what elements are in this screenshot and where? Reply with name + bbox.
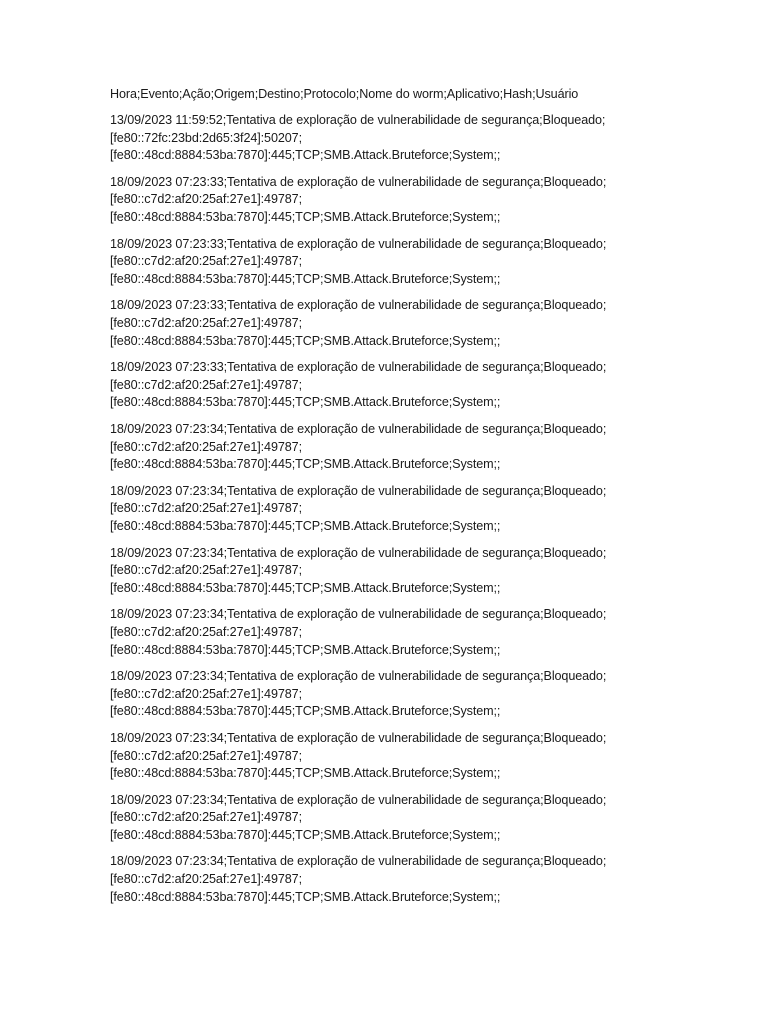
log-entry-destination-line: [fe80::48cd:8884:53ba:7870]:445;TCP;SMB.Attack.Bruteforce;System;; [110,704,501,719]
log-entry-origin-line: [fe80::72fc:23bd:2d65:3f24]:50207; [110,130,302,145]
log-entry-event-line: 18/09/2023 07:23:34;Tentativa de exploração de vulnerabilidade de segurança;Bloqueado; [110,422,607,436]
log-entry-origin-line: [fe80::c7d2:af20:25af:27e1]:49787; [110,501,302,516]
log-entry [110,174,730,227]
log-entry-origin-line: [fe80::c7d2:af20:25af:27e1]:49787; [110,377,302,392]
log-entry-event-line: 18/09/2023 07:23:34;Tentativa de exploração de vulnerabilidade de segurança;Bloqueado; [110,483,607,498]
log-entry [110,236,730,289]
log-entry-event-line: 18/09/2023 07:23:33;Tentativa de exploração de vulnerabilidade de segurança;Bloqueado; [110,236,607,251]
log-entry-origin-line: [fe80::c7d2:af20:25af:27e1]:49787; [110,192,302,207]
log-entry [110,853,730,906]
log-entry-event-line: 18/09/2023 07:23:34;Tentativa de exploração de vulnerabilidade de segurança;Bloqueado; [110,792,607,807]
document-body [110,86,730,906]
log-entry-event-line: 18/09/2023 07:23:33;Tentativa de exploração de vulnerabilidade de segurança;Bloqueado; [110,298,607,313]
log-entry-origin-line: [fe80::c7d2:af20:25af:27e1]:49787; [110,439,302,454]
log-entry-event-line: 13/09/2023 11:59:52;Tentativa de exploração de vulnerabilidade de segurança;Bloqueado; [110,113,606,128]
log-entry-origin-line: [fe80::c7d2:af20:25af:27e1]:49787; [110,624,302,639]
log-entry [110,606,730,659]
log-entry-destination-line: [fe80::48cd:8884:53ba:7870]:445;TCP;SMB.Attack.Bruteforce;System;; [110,333,501,348]
log-entry-event-line: 18/09/2023 07:23:34;Tentativa de exploração de vulnerabilidade de segurança;Bloqueado; [110,854,607,869]
log-entry-destination-line: [fe80::48cd:8884:53ba:7870]:445;TCP;SMB.Attack.Bruteforce;System;; [110,766,501,781]
log-entry-destination-line: [fe80::48cd:8884:53ba:7870]:445;TCP;SMB.Attack.Bruteforce;System;; [110,210,501,225]
log-entry-destination-line: [fe80::48cd:8884:53ba:7870]:445;TCP;SMB.Attack.Bruteforce;System;; [110,395,501,410]
log-entry-origin-line: [fe80::c7d2:af20:25af:27e1]:49787; [110,254,302,269]
log-entry [110,792,730,845]
log-entry [110,730,730,783]
log-entry-destination-line: [fe80::48cd:8884:53ba:7870]:445;TCP;SMB.Attack.Bruteforce;System;; [110,827,501,842]
log-entry-event-line: 18/09/2023 07:23:33;Tentativa de exploração de vulnerabilidade de segurança;Bloqueado; [110,174,607,189]
log-entry [110,668,730,721]
log-entry-destination-line: [fe80::48cd:8884:53ba:7870]:445;TCP;SMB.Attack.Bruteforce;System;; [110,518,501,533]
log-entry [110,112,730,165]
log-entry-origin-line: [fe80::c7d2:af20:25af:27e1]:49787; [110,810,302,825]
log-entry-event-line: 18/09/2023 07:23:34;Tentativa de exploração de vulnerabilidade de segurança;Bloqueado; [110,607,607,622]
log-entry-destination-line: [fe80::48cd:8884:53ba:7870]:445;TCP;SMB.Attack.Bruteforce;System;; [110,457,501,472]
log-entry-destination-line: [fe80::48cd:8884:53ba:7870]:445;TCP;SMB.Attack.Bruteforce;System;; [110,642,501,657]
log-entry-destination-line: [fe80::48cd:8884:53ba:7870]:445;TCP;SMB.Attack.Bruteforce;System;; [110,271,501,286]
log-entry-destination-line: [fe80::48cd:8884:53ba:7870]:445;TCP;SMB.Attack.Bruteforce;System;; [110,580,501,595]
log-entry [110,421,730,474]
log-entry-event-line: 18/09/2023 07:23:34;Tentativa de exploração de vulnerabilidade de segurança;Bloqueado; [110,545,607,560]
log-entry-origin-line: [fe80::c7d2:af20:25af:27e1]:49787; [110,563,302,578]
log-entry [110,483,730,536]
log-entry [110,297,730,350]
log-entry-origin-line: [fe80::c7d2:af20:25af:27e1]:49787; [110,686,302,701]
log-entry-event-line: 18/09/2023 07:23:33;Tentativa de exploração de vulnerabilidade de segurança;Bloqueado; [110,360,607,375]
log-entry-event-line: 18/09/2023 07:23:34;Tentativa de exploração de vulnerabilidade de segurança;Bloqueado; [110,730,607,745]
log-entry-origin-line: [fe80::c7d2:af20:25af:27e1]:49787; [110,316,302,331]
log-header-line: Hora;Evento;Ação;Origem;Destino;Protocolo;Nome do worm;Aplicativo;Hash;Usuário [110,87,579,101]
log-entry-origin-line: [fe80::c7d2:af20:25af:27e1]:49787; [110,748,302,763]
log-entry-event-line: 18/09/2023 07:23:34;Tentativa de exploração de vulnerabilidade de segurança;Bloqueado; [110,669,607,684]
log-entry-origin-line: [fe80::c7d2:af20:25af:27e1]:49787; [110,872,302,887]
log-entry-destination-line: [fe80::48cd:8884:53ba:7870]:445;TCP;SMB.Attack.Bruteforce;System;; [110,889,501,904]
log-entry [110,359,730,412]
log-entry [110,545,730,598]
log-entry-destination-line: [fe80::48cd:8884:53ba:7870]:445;TCP;SMB.Attack.Bruteforce;System;; [110,148,501,163]
